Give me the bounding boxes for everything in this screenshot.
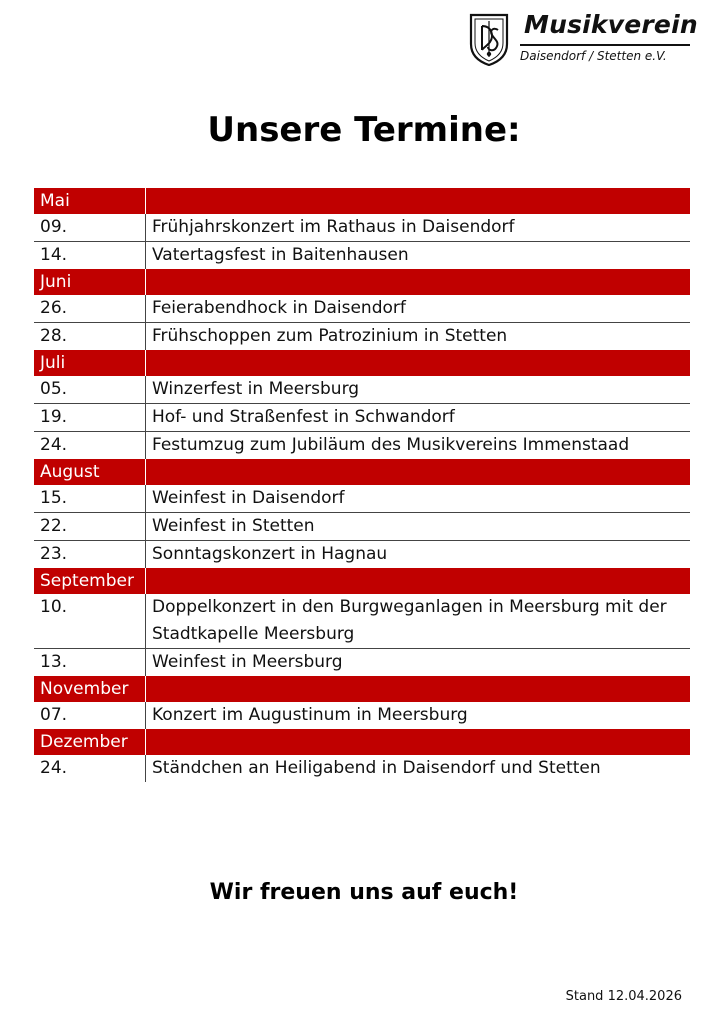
month-header-blank [146,350,690,376]
month-name: September [34,568,146,594]
event-description: Ständchen an Heiligabend in Daisendorf und Stetten [152,758,601,778]
event-row [34,755,690,782]
event-date: 13. [34,649,146,676]
month-name: August [34,459,146,485]
event-date: 23. [34,541,146,568]
event-date: 24. [34,432,146,459]
event-description: Weinfest in Daisendorf [152,488,345,508]
month-header-row [34,350,690,376]
month-header-row [34,269,690,295]
event-description: Doppelkonzert in den Burgweganlagen in Meersburg mit der Stadtkapelle Meersburg [152,597,667,644]
event-description: Sonntagskonzert in Hagnau [152,544,388,564]
event-date: 15. [34,485,146,512]
month-header-row [34,459,690,485]
event-date: 07. [34,702,146,729]
event-description: Weinfest in Stetten [152,516,315,536]
event-date: 09. [34,214,146,241]
month-name: November [34,676,146,702]
event-description: Winzerfest in Meersburg [152,379,360,399]
event-row [34,702,690,729]
event-row [34,323,690,350]
event-description: Vatertagsfest in Baitenhausen [152,245,409,265]
event-description: Konzert im Augustinum in Meersburg [152,705,468,725]
event-date: 22. [34,513,146,540]
event-description: Hof- und Straßenfest in Schwandorf [152,407,455,427]
event-date: 28. [34,323,146,350]
month-header-blank [146,676,690,702]
month-header-blank [146,188,690,214]
logo-divider [520,44,690,46]
month-name: Mai [34,188,146,214]
event-description: Festumzug zum Jubiläum des Musikvereins Immenstaad [152,435,630,455]
event-row [34,242,690,269]
event-row [34,541,690,568]
event-row [34,432,690,459]
month-name: Juli [34,350,146,376]
closing-message: Wir freuen uns auf euch! [209,880,519,905]
event-description: Frühschoppen zum Patrozinium in Stetten [152,326,508,346]
stand-date: Stand 12.04.2026 [565,989,682,1004]
month-header-blank [146,459,690,485]
event-date: 19. [34,404,146,431]
event-date: 14. [34,242,146,269]
logo-subtitle: Daisendorf / Stetten e.V. [520,49,667,63]
event-row [34,295,690,323]
event-description: Weinfest in Meersburg [152,652,343,672]
event-date: 24. [34,755,146,782]
event-row [34,376,690,404]
month-header-row [34,729,690,755]
event-description: Frühjahrskonzert im Rathaus in Daisendorf [152,217,515,237]
event-row [34,513,690,541]
month-header-row [34,188,690,214]
club-logo [468,12,696,68]
month-header-blank [146,269,690,295]
event-date: 05. [34,376,146,403]
event-row [34,649,690,676]
club-emblem-icon [468,12,510,66]
logo-title: Musikverein [524,10,698,39]
event-description: Feierabendhock in Daisendorf [152,298,406,318]
month-header-row [34,676,690,702]
event-date: 10. [34,594,146,648]
event-row [34,404,690,432]
event-row [34,485,690,513]
month-header-row [34,568,690,594]
page-title: Unsere Termine: [207,110,521,150]
event-date: 26. [34,295,146,322]
month-name: Dezember [34,729,146,755]
event-row [34,214,690,242]
events-table [34,188,690,782]
month-header-blank [146,568,690,594]
month-header-blank [146,729,690,755]
event-row [34,594,690,649]
month-name: Juni [34,269,146,295]
